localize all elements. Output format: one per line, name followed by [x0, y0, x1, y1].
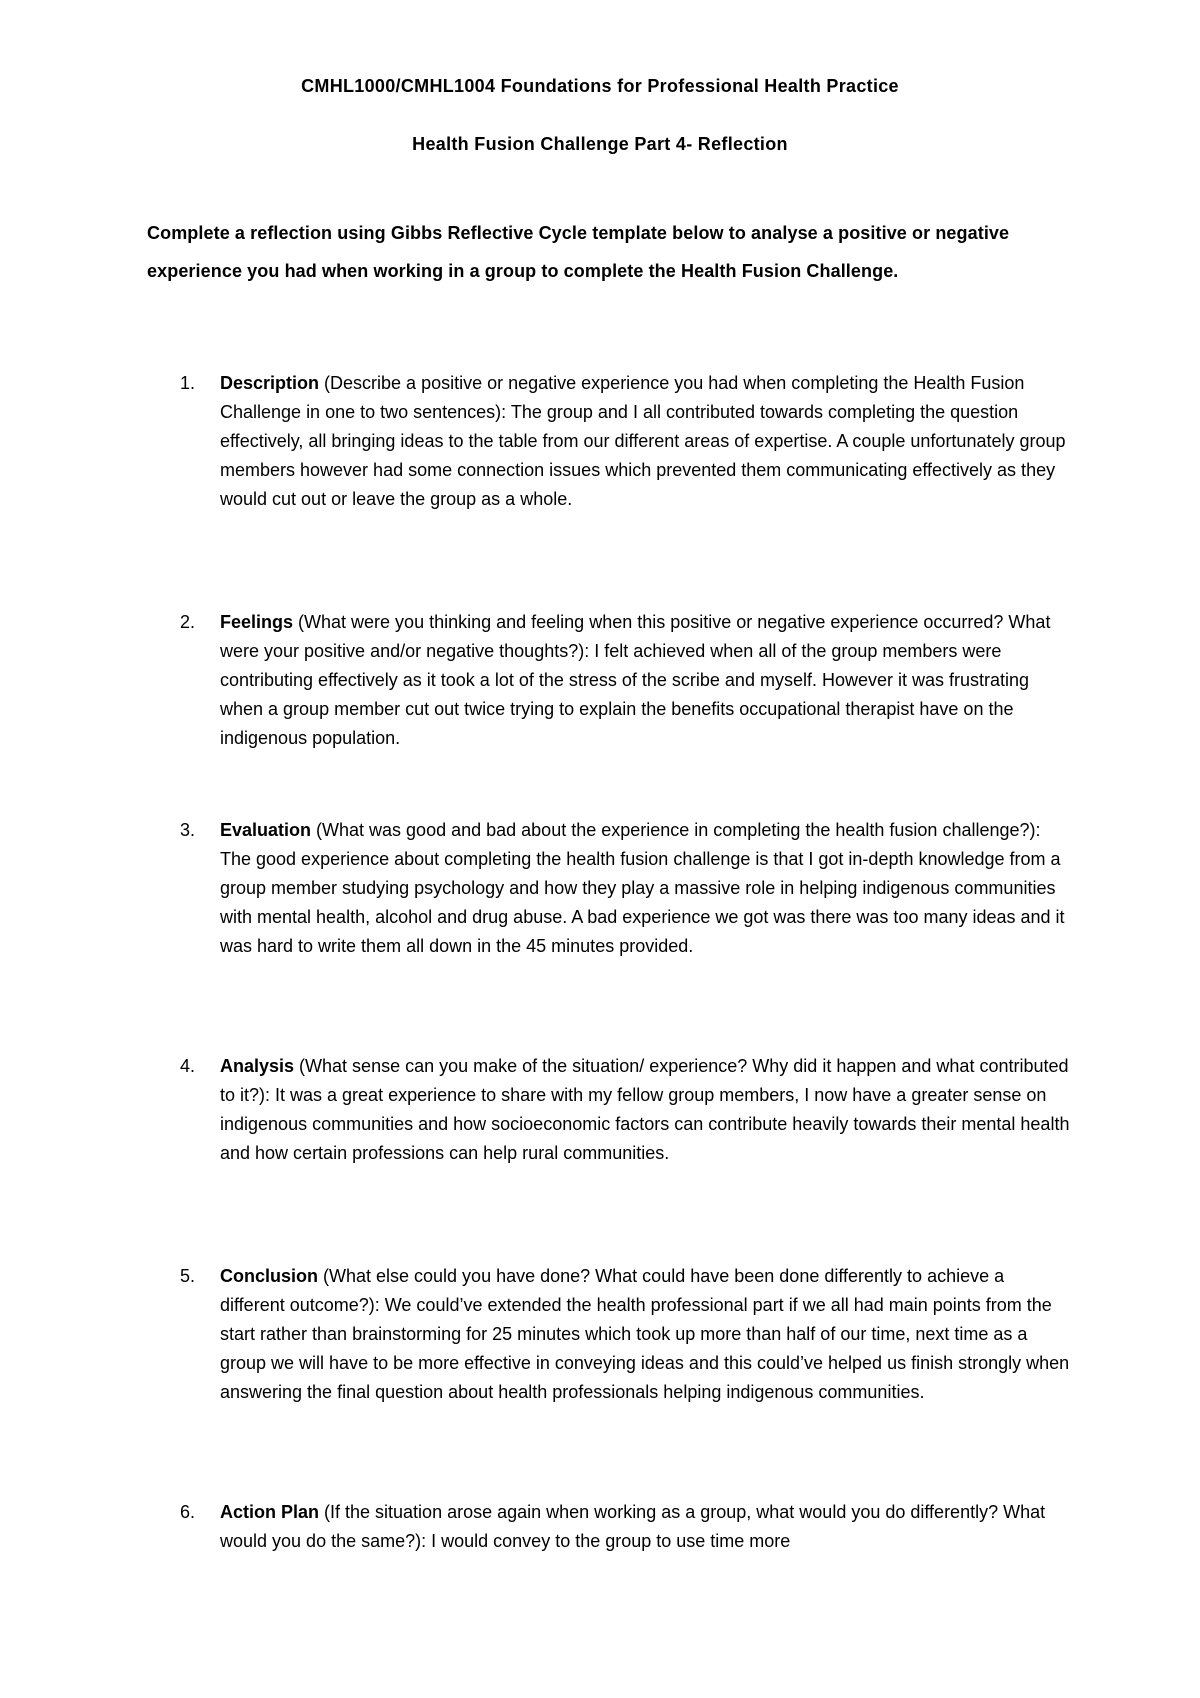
list-item-number: 3. [180, 820, 196, 840]
list-item-number: 1. [180, 373, 196, 393]
instructions-paragraph: Complete a reflection using Gibbs Reflective Cycle template below to analyse a positive or negative experience you had when working in a group to complete the Health Fusion Challenge. [147, 223, 1010, 281]
document-title: CMHL1000/CMHL1004 Foundations for Professional Health Practice [301, 76, 899, 96]
list-item-label: Evaluation [220, 820, 312, 840]
list-item-text [220, 1498, 1070, 1556]
list-item-body: (What was good and bad about the experience in completing the health fusion challenge?): The good experience about completing the health fusion challenge is that I got in-depth knowledge from a group member studying psychology and how they play a massive role in helping indigenous communities with mental health, alcohol and drug abuse. A bad experience we got was there was too many ideas and it was hard to write them all down in the 45 minutes provided. [220, 820, 1065, 956]
list-item-label: Conclusion [220, 1266, 318, 1286]
list-item-number: 5. [180, 1266, 196, 1286]
list-item-text [220, 608, 1070, 753]
list-item-number: 4. [180, 1056, 196, 1076]
list-item-body: (Describe a positive or negative experience you had when completing the Health Fusion Challenge in one to two sentences): The group and I all contributed towards completing the question effectively, all bringing ideas to the table from our different areas of expertise. A couple unfortunately group members however had some connection issues which prevented them communicating effectively as they would cut out or leave the group as a whole. [220, 373, 1066, 509]
list-item-number: 6. [180, 1502, 196, 1522]
document-subtitle: Health Fusion Challenge Part 4- Reflection [412, 134, 788, 154]
list-item-body: (If the situation arose again when working as a group, what would you do differently? What would you do the same?): I would convey to the group to use time more [220, 1502, 1046, 1551]
list-item-text [220, 369, 1070, 514]
list-item-text [220, 816, 1070, 961]
list-item-body: (What were you thinking and feeling when this positive or negative experience occurred? What were your positive and/or negative thoughts?): I felt achieved when all of the group members were contributing effectively as it took a lot of the stress of the scribe and myself. However it was frustrating when a group member cut out twice trying to explain the benefits occupational therapist have on the indigenous population. [220, 612, 1051, 748]
list-item-number: 2. [180, 612, 196, 632]
list-item-label: Analysis [220, 1056, 295, 1076]
list-item-label: Feelings [220, 612, 294, 632]
list-item-label: Description [220, 373, 320, 393]
list-item-text [220, 1052, 1070, 1168]
list-item-text [220, 1262, 1070, 1407]
list-item-body: (What sense can you make of the situation/ experience? Why did it happen and what contributed to it?): It was a great experience to share with my fellow group members, I now have a greater sense on indigenous communities and how socioeconomic factors can contribute heavily towards their mental health and how certain professions can help rural communities. [220, 1056, 1070, 1163]
list-item-body: (What else could you have done? What could have been done differently to achieve a different outcome?): We could’ve extended the health professional part if we all had main points from the start rather than brainstorming for 25 minutes which took up more than half of our time, next time as a group we will have to be more effective in conveying ideas and this could’ve helped us finish strongly when answering the final question about health professionals helping indigenous communities. [220, 1266, 1070, 1402]
list-item-label: Action Plan [220, 1502, 320, 1522]
